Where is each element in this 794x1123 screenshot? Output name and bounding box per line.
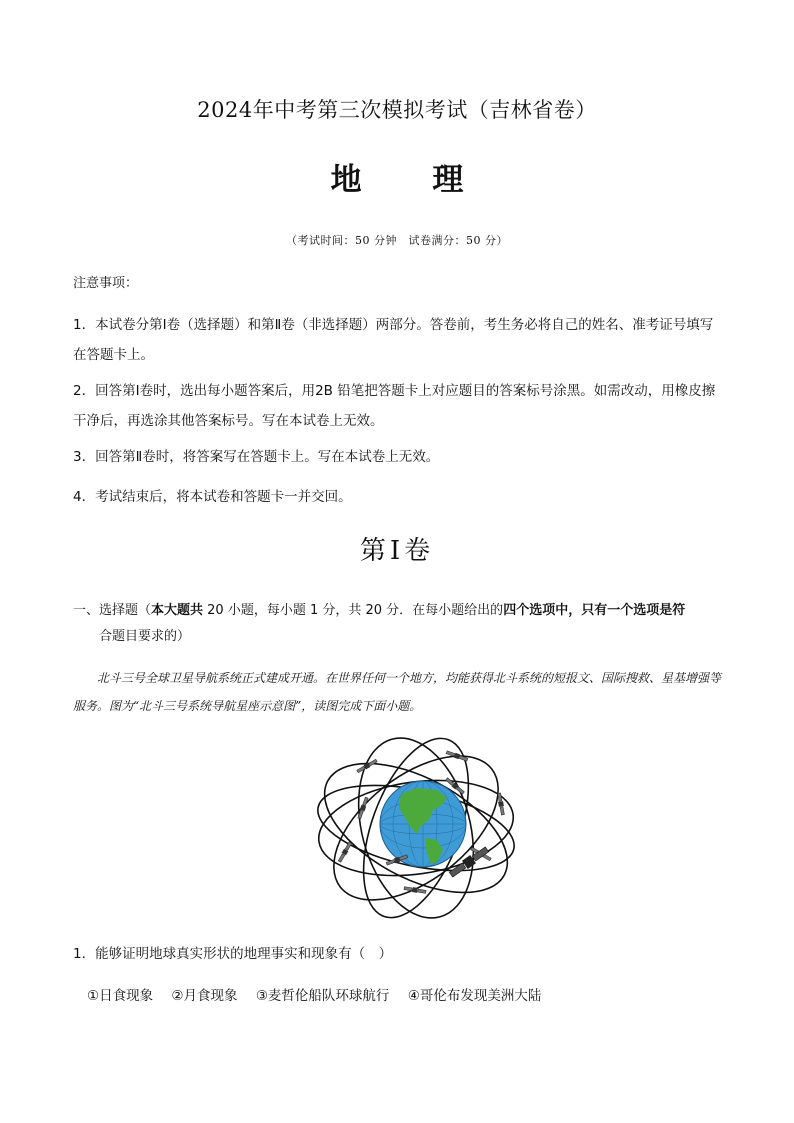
constellation-diagram [305, 730, 527, 922]
subject-heading: 地 理 [330, 162, 494, 198]
beidou-constellation-figure [305, 730, 527, 922]
notice-item-1: 1．本试卷分第Ⅰ卷（选择题）和第Ⅱ卷（非选择题）两部分。答卷前，考生务必将自己的姓名、准考证号填写在答题卡上。 [73, 317, 714, 363]
option-3: ③麦哲伦船队环球航行 [255, 988, 390, 1004]
instructions-part-1: 20 小题，每小题 1 分，共 20 分．在每小题给出的 [203, 603, 504, 618]
option-4: ④哥伦布发现美洲大陆 [407, 988, 542, 1004]
notice-item-4: 4．考试结束后，将本试卷和答题卡一并交回。 [73, 489, 352, 505]
section-instructions [73, 598, 725, 650]
section-title: 第Ⅰ卷 [359, 536, 435, 566]
section-instructions-line-2: 合题目要求的） [99, 629, 191, 644]
question-1-stem: 1．能够证明地球真实形状的地理事实和现象有（ ） [73, 946, 393, 962]
instructions-bold-1: 本大题共 [151, 603, 204, 618]
notice-item-2: 2．回答第Ⅰ卷时，选出每小题答案后，用2B 铅笔把答题卡上对应题目的答案标号涂黑。如需改动，用橡皮擦干净后，再选涂其他答案标号。写在本试卷上无效。 [73, 383, 716, 429]
section-instructions-line-1 [73, 598, 725, 624]
option-1: ①日食现象 [87, 988, 154, 1004]
reading-material: 北斗三号全球卫星导航系统正式建成开通。在世界任何一个地方，均能获得北斗系统的短报文、国际搜救、星基增强等服务。图为“北斗三号系统导航星座示意图”，读图完成下面小题。 [73, 671, 722, 713]
earth-globe [380, 781, 466, 867]
notice-item-3: 3．回答第Ⅱ卷时，将答案写在答题卡上。写在本试卷上无效。 [73, 449, 440, 465]
satellite-icon [337, 841, 352, 863]
exam-info: （考试时间：50 分钟 试卷满分：50 分） [286, 234, 508, 247]
instructions-lead: 一、选择题（ [73, 603, 152, 618]
option-2: ②月食现象 [171, 988, 238, 1004]
satellite-icon [497, 793, 506, 816]
page-title: 2024年中考第三次模拟考试（吉林省卷） [197, 98, 597, 122]
notice-heading: 注意事项： [73, 276, 139, 291]
question-1-options [87, 984, 555, 1004]
instructions-bold-2: 四个选项中，只有一个选项是符 [503, 603, 686, 618]
